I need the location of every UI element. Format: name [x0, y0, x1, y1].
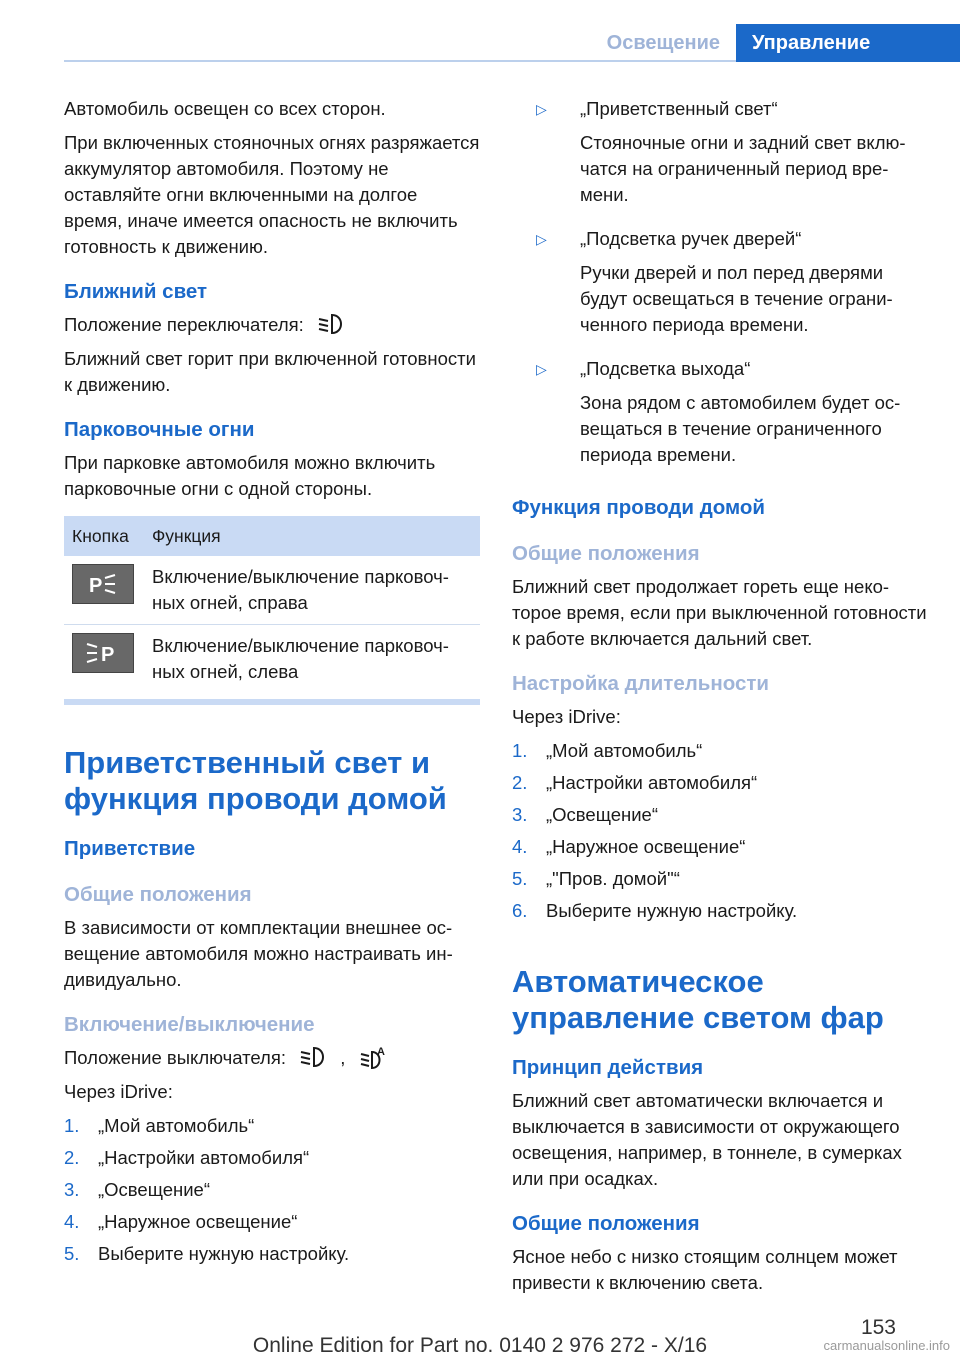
- home-general-text: Ближний свет продолжает гореть еще некоторое время, если при выключенной готовности к работе включается дальний свет.: [512, 576, 927, 649]
- welcome-light-title: Приветственный свет и функция проводи домой: [64, 745, 447, 816]
- header-section: Освещение: [606, 32, 720, 54]
- svg-text:P: P: [89, 575, 103, 597]
- list-item: 4. „Наружное освещение“: [512, 836, 746, 857]
- bullet-triangle-icon: ▷: [536, 101, 547, 117]
- follow-me-home-heading: Функция проводи домой: [512, 496, 766, 519]
- parking-light-right-icon: [83, 570, 123, 598]
- onoff-heading: Включение/выключение: [64, 1013, 315, 1036]
- watermark: carmanualsonline.info: [823, 1338, 950, 1353]
- list-item: ▷ „Приветственный свет“ Стояночные огни и задний свет включатся на ограниченный период времени.: [512, 96, 928, 216]
- edition-footer: Online Edition for Part no. 0140 2 976 272 - X/16: [252, 1334, 708, 1357]
- parking-heading: Парковочные огни: [64, 418, 255, 441]
- bullet-triangle-icon: ▷: [536, 361, 547, 377]
- list-item: 3. „Освещение“: [512, 804, 659, 825]
- parking-right-text: Включение/выключение парковочных огней, справа: [144, 556, 480, 625]
- greeting-heading: Приветствие: [64, 837, 196, 860]
- list-item: 3. „Освещение“: [64, 1179, 211, 1200]
- parking-table: [64, 516, 480, 705]
- list-item: 2. „Настройки автомобиля“: [64, 1147, 310, 1168]
- auto-headlight-title: Автоматическое управление светом фар: [512, 964, 884, 1035]
- low-beam-icon: [299, 1045, 329, 1069]
- idrive-label: Через iDrive:: [512, 706, 621, 727]
- right-steps-list: [512, 738, 928, 924]
- principle-heading: Принцип действия: [512, 1056, 704, 1079]
- duration-heading: Настройка длительности: [512, 672, 770, 695]
- list-item: 6. Выберите нужную настройку.: [512, 900, 798, 921]
- table-row: [64, 625, 480, 703]
- home-general-heading: Общие положения: [512, 542, 700, 565]
- parking-text: При парковке автомобиля можно включить парковочные огни с одной стороны.: [64, 452, 436, 499]
- principle-text: Ближний свет автоматически включается и выключается в зависимости от окружающего освещения, например, в тоннеле, в сумерках или при осадках.: [512, 1090, 902, 1189]
- parking-right-button: [72, 564, 134, 604]
- table-row: [64, 556, 480, 625]
- parking-light-left-icon: [83, 639, 123, 667]
- list-item: ▷ „Подсветка ручек дверей“ Ручки дверей и пол перед дверями будут освещаться в течение ограниченного периода времени.: [512, 226, 928, 346]
- right-column: [512, 96, 928, 1304]
- table-header-function: Функция: [144, 516, 480, 556]
- left-steps-list: [64, 1113, 480, 1267]
- auto-general-heading: Общие положения: [512, 1212, 700, 1235]
- bullet-triangle-icon: ▷: [536, 231, 547, 247]
- onoff-switch-position: Положение выключателя: , A: [64, 1045, 480, 1071]
- list-item: ▷ „Подсветка выхода“ Зона рядом с автомобилем будет освещаться в течение ограниченного периода времени.: [512, 356, 928, 476]
- general-text: В зависимости от комплектации внешнее освещение автомобиля можно настраивать индивидуально.: [64, 917, 453, 990]
- list-item: 4. „Наружное освещение“: [64, 1211, 298, 1232]
- parking-left-button: [72, 633, 134, 673]
- header-chapter: Управление: [736, 24, 960, 62]
- svg-text:P: P: [101, 644, 115, 666]
- table-header-button: Кнопка: [64, 516, 144, 556]
- list-item: 2. „Настройки автомобиля“: [512, 772, 758, 793]
- page-header: [64, 24, 960, 62]
- low-beam-icon: [317, 312, 347, 336]
- left-column: [64, 96, 480, 1273]
- svg-text:A: A: [376, 1046, 385, 1058]
- list-item: 5. „"Пров. домой"“: [512, 868, 680, 889]
- welcome-options-list: [512, 96, 928, 476]
- low-beam-switch-position: Положение переключателя:: [64, 312, 480, 338]
- intro-paragraph-1: Автомобиль освещен со всех сторон.: [64, 98, 386, 119]
- parking-left-text: Включение/выключение парковочных огней, слева: [144, 625, 480, 703]
- idrive-label: Через iDrive:: [64, 1081, 173, 1102]
- low-beam-text: Ближний свет горит при включенной готовности к движению.: [64, 348, 476, 395]
- list-item: 1. „Мой автомобиль“: [512, 740, 703, 761]
- list-item: 1. „Мой автомобиль“: [64, 1115, 255, 1136]
- intro-paragraph-2: При включенных стояночных огнях разряжается аккумулятор автомобиля. Поэтому не оставляйте огни включенными на долгое время, иначе имеется опасность не включить готовность к движению.: [64, 132, 480, 257]
- general-heading: Общие положения: [64, 883, 252, 906]
- auto-general-text: Ясное небо с низко стоящим солнцем может привести к включению света.: [512, 1246, 898, 1293]
- low-beam-heading: Ближний свет: [64, 280, 208, 303]
- auto-headlight-icon: [359, 1045, 389, 1069]
- page-number: 153: [860, 1316, 896, 1339]
- list-item: 5. Выберите нужную настройку.: [64, 1243, 350, 1264]
